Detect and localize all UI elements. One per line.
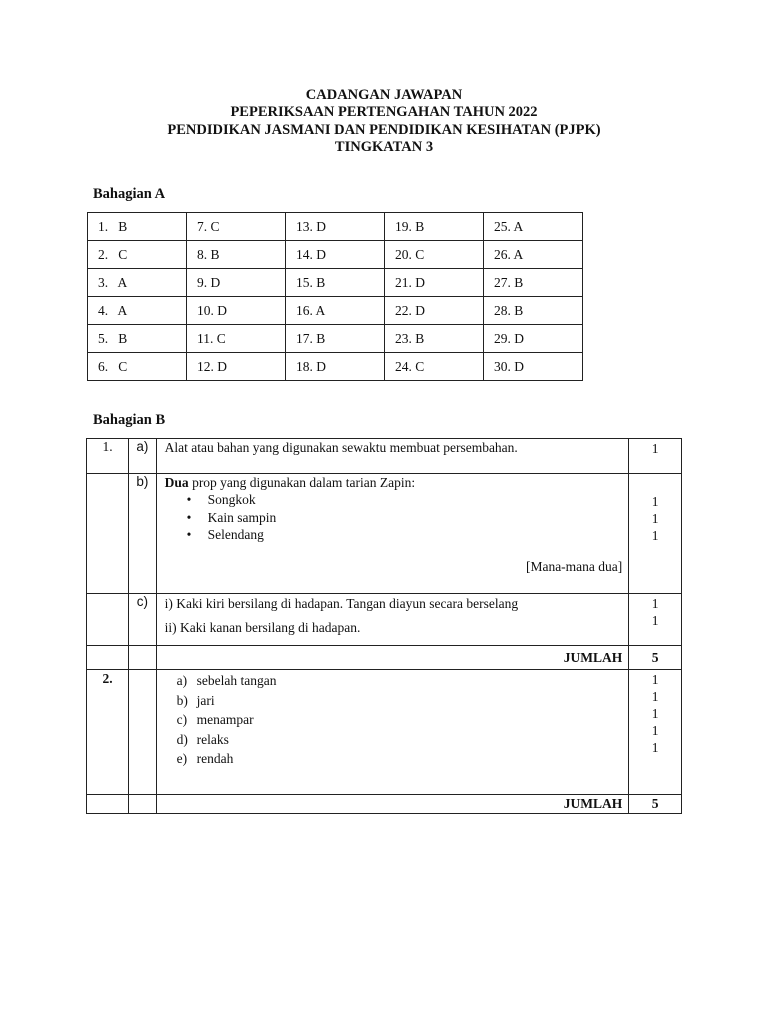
answer-cell <box>88 353 187 381</box>
answer-text: 29. D <box>493 330 524 346</box>
answer-text: 28. B <box>493 302 524 318</box>
mark-value: 1 <box>651 740 659 755</box>
q1b-marks <box>629 474 682 594</box>
answer-row <box>88 269 583 297</box>
mark-value: 1 <box>651 596 659 611</box>
answer-cell <box>483 297 582 325</box>
q1b-prompt <box>165 475 623 491</box>
q1c-row <box>87 594 682 646</box>
q1b-label: b) <box>136 474 149 489</box>
list-item <box>177 749 623 769</box>
mark-value: 1 <box>651 689 659 704</box>
item-text: relaks <box>196 731 229 747</box>
answer-text: 22. D <box>394 302 425 318</box>
item-text: rendah <box>196 751 234 766</box>
answer-cell <box>384 241 483 269</box>
q1a-mark <box>629 439 682 474</box>
answer-text: 18. D <box>295 358 326 374</box>
answer-text: 5. B <box>98 330 128 346</box>
q2-number: 2. <box>102 671 113 686</box>
answer-text: 14. D <box>295 246 326 262</box>
answer-text: 13. D <box>295 218 326 234</box>
subpart-label <box>129 439 157 474</box>
answer-text: 9. D <box>196 274 221 290</box>
q2-answer-list <box>165 671 623 769</box>
mark-value: 1 <box>651 441 659 456</box>
section-a-answer-table <box>87 212 583 381</box>
answer-text: 15. B <box>295 274 326 290</box>
title-line-3: PENDIDIKAN JASMANI DAN PENDIDIKAN KESIHATAN (PJPK) <box>167 122 601 138</box>
answer-cell <box>186 353 285 381</box>
answer-cell <box>285 269 384 297</box>
answer-text: 7. C <box>196 218 220 234</box>
answer-text: 3. A <box>98 274 128 290</box>
answer-row <box>88 353 583 381</box>
answer-cell <box>186 325 285 353</box>
section-a-heading: Bahagian A <box>93 186 166 202</box>
answer-cell <box>483 241 582 269</box>
answer-cell <box>186 241 285 269</box>
answer-text: 11. C <box>196 330 226 346</box>
q1-total-row <box>87 646 682 670</box>
answer-cell <box>384 213 483 241</box>
answer-text: 10. D <box>196 302 227 318</box>
q1c-label: c) <box>136 594 148 609</box>
answer-text: 8. B <box>196 246 220 262</box>
answer-cell <box>186 297 285 325</box>
answer-cell <box>384 269 483 297</box>
item-letter: d) <box>176 731 188 747</box>
answer-text: 27. B <box>493 274 524 290</box>
answer-text: 1. B <box>98 218 128 234</box>
answer-text: 19. B <box>394 218 425 234</box>
answer-cell <box>483 213 582 241</box>
mark-value: 1 <box>651 723 659 738</box>
title-line-2: PEPERIKSAAN PERTENGAHAN TAHUN 2022 <box>230 104 538 120</box>
item-letter: a) <box>176 673 188 688</box>
answer-text: 12. D <box>196 358 227 374</box>
answer-cell <box>483 353 582 381</box>
mark-value: 1 <box>651 706 659 721</box>
answer-cell <box>88 325 187 353</box>
list-item <box>177 691 623 711</box>
list-item <box>177 671 623 691</box>
q1b-prompt-text: prop yang digunakan dalam tarian Zapin: <box>188 475 416 490</box>
answer-text: 16. A <box>295 302 326 318</box>
answer-text: 20. C <box>394 246 425 262</box>
answer-text: 26. A <box>493 246 524 262</box>
answer-cell <box>483 269 582 297</box>
item-text: menampar <box>196 712 254 727</box>
item-letter: e) <box>176 751 188 766</box>
answer-cell <box>186 269 285 297</box>
q1a-answer <box>156 439 629 474</box>
q1-total-value: 5 <box>629 646 682 670</box>
q1c-line-2: ii) Kaki kanan bersilang di hadapan. <box>164 620 361 635</box>
answer-cell <box>384 297 483 325</box>
q2-answer <box>156 670 629 795</box>
q1b-bullet-list <box>165 491 623 544</box>
answer-row <box>88 241 583 269</box>
q2-total-label: JUMLAH <box>156 795 629 814</box>
answer-cell <box>88 269 187 297</box>
list-item: • Kain sampin <box>187 509 623 527</box>
answer-cell <box>285 297 384 325</box>
question-number <box>87 670 129 795</box>
answer-cell <box>483 325 582 353</box>
answer-row <box>88 213 583 241</box>
q1c-line-1: i) Kaki kiri bersilang di hadapan. Tangan diayun secara berselang <box>164 596 519 611</box>
item-text: jari <box>196 692 215 708</box>
mark-value: 1 <box>651 494 659 509</box>
answer-text: 2. C <box>98 246 128 262</box>
q1-total-label: JUMLAH <box>156 646 629 670</box>
mark-value: 1 <box>651 528 659 543</box>
title-line-4: TINGKATAN 3 <box>334 139 434 155</box>
list-item: • Songkok <box>187 491 623 509</box>
q2-total-row <box>87 795 682 814</box>
mark-value: 1 <box>651 613 659 628</box>
q1b-bold-word: Dua <box>164 475 189 490</box>
q1b-answer <box>156 474 629 594</box>
q1c-marks <box>629 594 682 646</box>
answer-text: 17. B <box>295 330 326 346</box>
answer-text: 24. C <box>394 358 425 374</box>
q2-total-value: 5 <box>629 795 682 814</box>
answer-cell <box>384 325 483 353</box>
q1-number: 1. <box>102 439 113 454</box>
section-b-heading: Bahagian B <box>93 412 166 428</box>
q1a-label: a) <box>136 439 149 454</box>
answer-cell <box>88 241 187 269</box>
answer-cell <box>285 213 384 241</box>
answer-cell <box>285 241 384 269</box>
answer-text: 25. A <box>493 218 524 234</box>
question-number <box>87 439 129 474</box>
answer-row <box>88 325 583 353</box>
q2-marks <box>629 670 682 795</box>
section-b-answer-table <box>86 438 682 814</box>
answer-cell <box>384 353 483 381</box>
list-item <box>177 730 623 750</box>
title-line-1: CADANGAN JAWAPAN <box>305 87 463 103</box>
answer-cell <box>285 353 384 381</box>
answer-text: 23. B <box>394 330 425 346</box>
list-item <box>177 710 623 730</box>
mark-value: 1 <box>651 511 659 526</box>
answer-cell <box>186 213 285 241</box>
q1b-row <box>87 474 682 594</box>
subpart-label <box>129 594 157 646</box>
answer-row <box>88 297 583 325</box>
item-letter: b) <box>176 692 188 708</box>
answer-cell <box>285 325 384 353</box>
q1a-row <box>87 439 682 474</box>
answer-text: 30. D <box>493 358 524 374</box>
answer-cell <box>88 213 187 241</box>
answer-text: 21. D <box>394 274 425 290</box>
answer-text: 4. A <box>98 302 128 318</box>
answer-cell <box>88 297 187 325</box>
list-item: • Selendang <box>187 526 623 544</box>
subpart-label <box>129 474 157 594</box>
mark-value: 1 <box>651 672 659 687</box>
answer-text: 6. C <box>98 358 128 374</box>
q1c-answer <box>156 594 629 646</box>
q2-row <box>87 670 682 795</box>
item-letter: c) <box>176 712 188 727</box>
item-text: sebelah tangan <box>196 673 277 688</box>
q1b-note: [Mana-mana dua] <box>525 558 623 574</box>
q1a-text: Alat atau bahan yang digunakan sewaktu membuat persembahan. <box>164 440 518 455</box>
